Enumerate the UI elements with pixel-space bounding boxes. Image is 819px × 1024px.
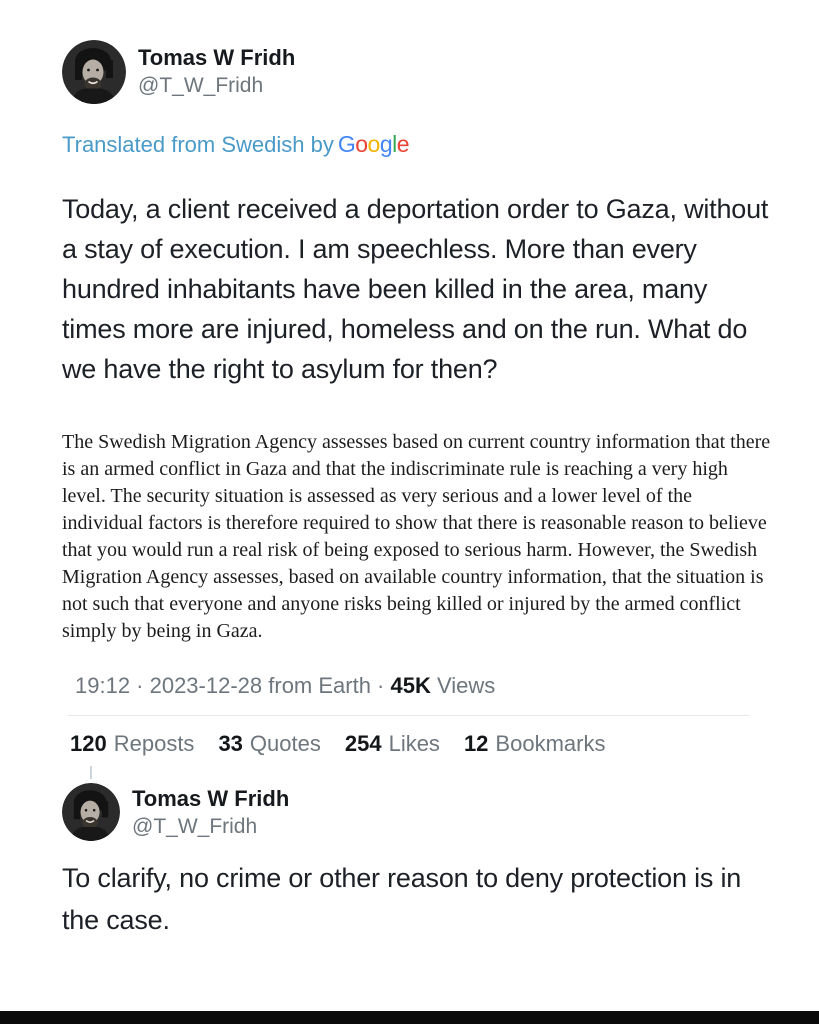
reply-author-name-block bbox=[132, 783, 289, 840]
views-count: 45K bbox=[390, 673, 431, 698]
reply-author-row bbox=[62, 783, 773, 841]
reposts-count: 120 bbox=[70, 731, 107, 756]
author-avatar[interactable] bbox=[62, 40, 126, 104]
reply-author-avatar[interactable] bbox=[62, 783, 120, 841]
avatar-portrait-icon bbox=[62, 783, 120, 841]
likes-label: Likes bbox=[388, 731, 440, 756]
reply-author-handle[interactable]: @T_W_Fridh bbox=[132, 815, 258, 838]
reply-author-display-name[interactable]: Tomas W Fridh bbox=[132, 786, 290, 811]
translated-from-link[interactable]: Translated from Swedish by bbox=[62, 132, 334, 157]
reply-text: To clarify, no crime or other reason to deny protection is in the case. bbox=[62, 863, 742, 935]
quotes-label: Quotes bbox=[249, 731, 321, 756]
bottom-black-bar bbox=[0, 1011, 819, 1024]
bookmarks-label: Bookmarks bbox=[495, 731, 606, 756]
google-logo-letter: o bbox=[355, 131, 368, 157]
tweet-meta-row bbox=[62, 673, 773, 699]
quotes-count: 33 bbox=[218, 731, 243, 756]
bookmarks-count: 12 bbox=[463, 731, 489, 756]
google-logo-letter: e bbox=[396, 131, 410, 157]
thread-connector-line bbox=[90, 766, 92, 779]
author-display-name[interactable]: Tomas W Fridh bbox=[138, 45, 296, 70]
timestamp-text: 19:12 · 2023-12-28 from Earth · bbox=[75, 673, 385, 698]
likes-count: 254 bbox=[344, 731, 382, 756]
google-logo-letter: l bbox=[392, 131, 397, 157]
views-label: Views bbox=[437, 673, 496, 698]
stats-divider bbox=[68, 715, 750, 716]
author-handle[interactable]: @T_W_Fridh bbox=[138, 74, 264, 97]
stat-quotes[interactable] bbox=[218, 730, 320, 758]
author-name-block bbox=[138, 40, 295, 99]
stat-bookmarks[interactable] bbox=[464, 730, 606, 758]
avatar-portrait-icon bbox=[62, 40, 126, 104]
reposts-label: Reposts bbox=[113, 731, 195, 756]
engagement-stats-row bbox=[62, 730, 773, 758]
stat-likes[interactable] bbox=[345, 730, 440, 758]
google-logo-letter: g bbox=[379, 131, 393, 157]
google-logo-letter: G bbox=[337, 131, 356, 157]
tweet-text: Today, a client received a deportation order to Gaza, without a stay of execution. I am speechless. More than every hundred inhabitants have been killed in the area, many times more are injured, homeless and on the run. What do we have the right to asylum for then? bbox=[62, 194, 769, 384]
stat-reposts[interactable] bbox=[70, 730, 194, 758]
translate-row bbox=[62, 130, 773, 159]
google-logo-letter: o bbox=[367, 131, 380, 157]
google-logo bbox=[338, 131, 409, 157]
tweet-author-row bbox=[62, 40, 773, 104]
quoted-decision-text: The Swedish Migration Agency assesses based on current country information that there is an armed conflict in Gaza and that the indiscriminate rule is reaching a very high level. The security situation is assessed as very serious and a lower level of the individual factors is therefore required to show that there is reasonable reason to believe that you would run a real risk of being exposed to serious harm. However, the Swedish Migration Agency assesses, based on available country information, that the situation is not such that everyone and anyone risks being killed or injured by the armed conflict simply by being in Gaza. bbox=[62, 431, 771, 642]
